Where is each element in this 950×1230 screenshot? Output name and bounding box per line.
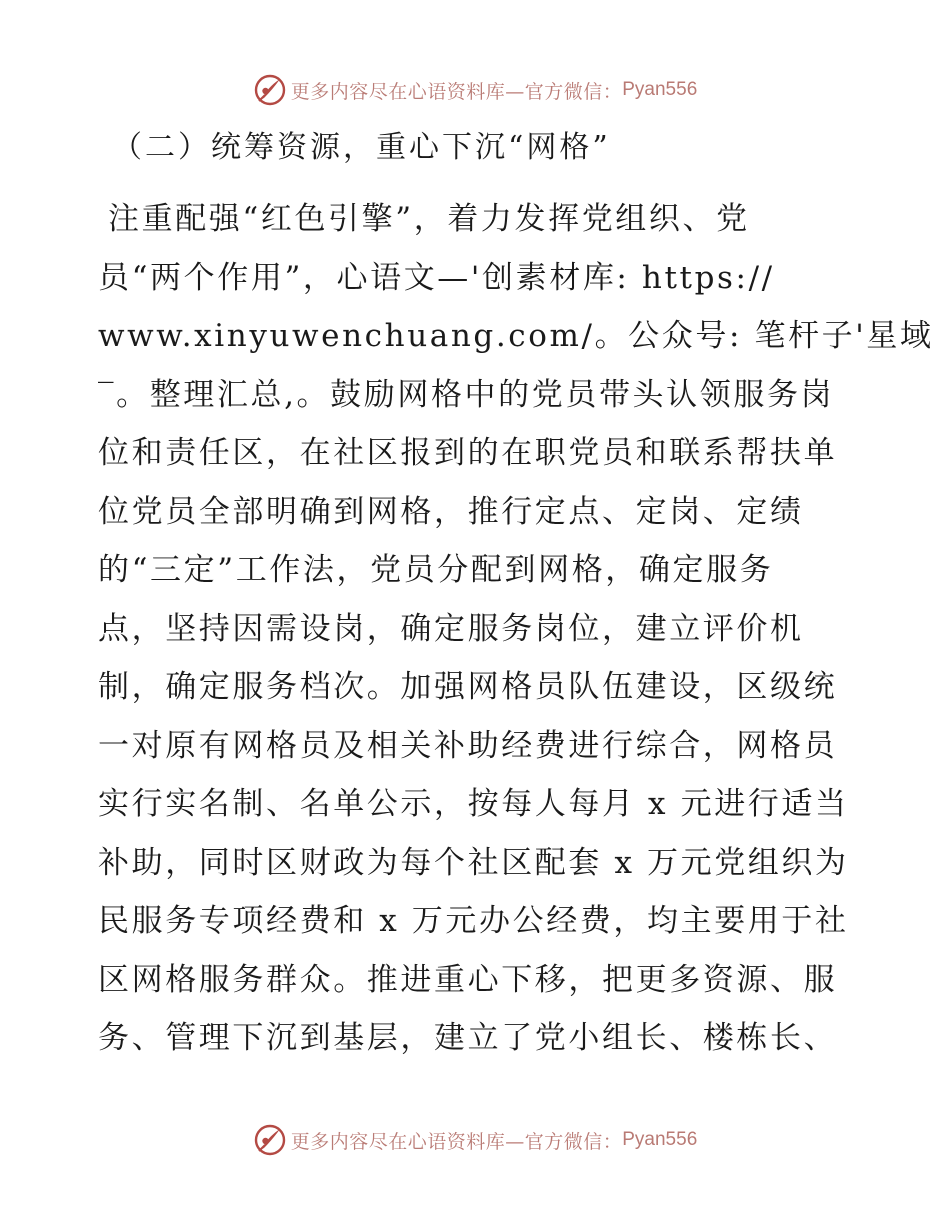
body-paragraph (98, 190, 934, 1068)
body-line: ‾。整理汇总,。鼓励网格中的党员带头认领服务岗 (98, 376, 835, 413)
body-line: 注重配强“红色引擎”，着力发挥党组织、党 (108, 201, 750, 237)
header-banner (0, 70, 950, 110)
body-line: 制，确定服务档次。加强网格员队伍建设，区级统 (98, 669, 838, 705)
section-heading: （二）统筹资源，重心下沉“网格” (112, 130, 611, 165)
quill-logo-icon (253, 73, 287, 107)
banner-wechat-id: Pyan556 (622, 79, 698, 100)
quill-logo-icon (253, 1123, 287, 1157)
banner-text: 更多内容尽在心语资料库—官方微信： (290, 1130, 623, 1153)
body-line: 员“两个作用”，心语文—'创素材库: https:// (98, 259, 775, 296)
body-line: 区网格服务群众。推进重心下移，把更多资源、服 (98, 961, 838, 998)
body-line: 实行实名制、名单公示，按每人每月 x 元进行适当 (98, 786, 849, 822)
footer-banner (0, 1120, 950, 1160)
body-line: 一对原有网格员及相关补助经费进行综合，网格员 (98, 727, 838, 764)
body-line: 点，坚持因需设岗，确定服务岗位，建立评价机 (98, 610, 804, 647)
banner-wechat-id: Pyan556 (622, 1129, 698, 1150)
body-line: 民服务专项经费和 x 万元办公经费，均主要用于社 (98, 903, 849, 939)
body-line: www.xinyuwenchuang.com/。公众号: 笔杆子'星域 (98, 318, 934, 354)
body-line: 补助，同时区财政为每个社区配套 x 万元党组织为 (98, 844, 849, 881)
banner-text: 更多内容尽在心语资料库—官方微信： (290, 80, 623, 103)
body-line: 务、管理下沉到基层，建立了党小组长、楼栋长、 (98, 1020, 838, 1056)
body-line: 位和责任区，在社区报到的在职党员和联系帮扶单 (98, 435, 838, 471)
body-line: 的“三定”工作法，党员分配到网格，确定服务 (98, 552, 774, 588)
body-line: 位党员全部明确到网格，推行定点、定岗、定绩 (98, 493, 804, 530)
